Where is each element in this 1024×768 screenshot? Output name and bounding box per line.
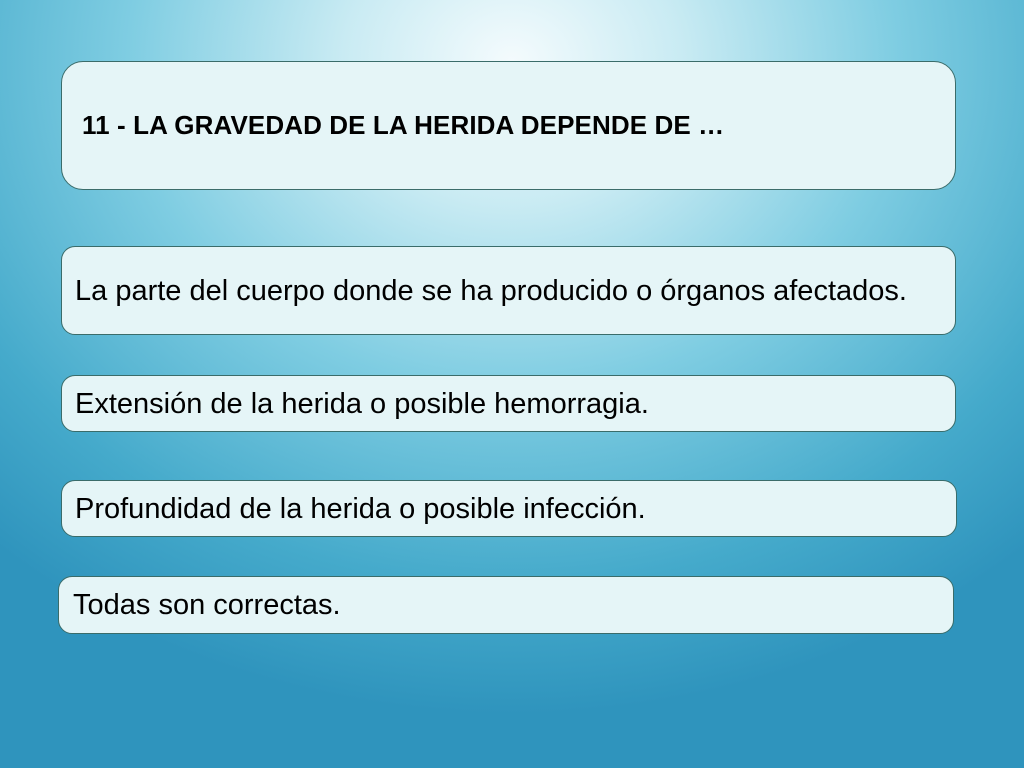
answer-option-1[interactable]	[61, 246, 956, 335]
answer-option-text: Profundidad de la herida o posible infección.	[75, 492, 646, 525]
question-box	[61, 61, 956, 190]
answer-option-3[interactable]	[61, 480, 957, 537]
question-text: 11 - LA GRAVEDAD DE LA HERIDA DEPENDE DE …	[82, 110, 725, 140]
answer-option-4[interactable]	[58, 576, 954, 634]
answer-option-text: La parte del cuerpo donde se ha producido o órganos afectados.	[75, 274, 907, 307]
answer-option-text: Extensión de la herida o posible hemorragia.	[75, 387, 649, 420]
answer-option-text: Todas son correctas.	[73, 589, 341, 621]
answer-option-2[interactable]	[61, 375, 956, 432]
